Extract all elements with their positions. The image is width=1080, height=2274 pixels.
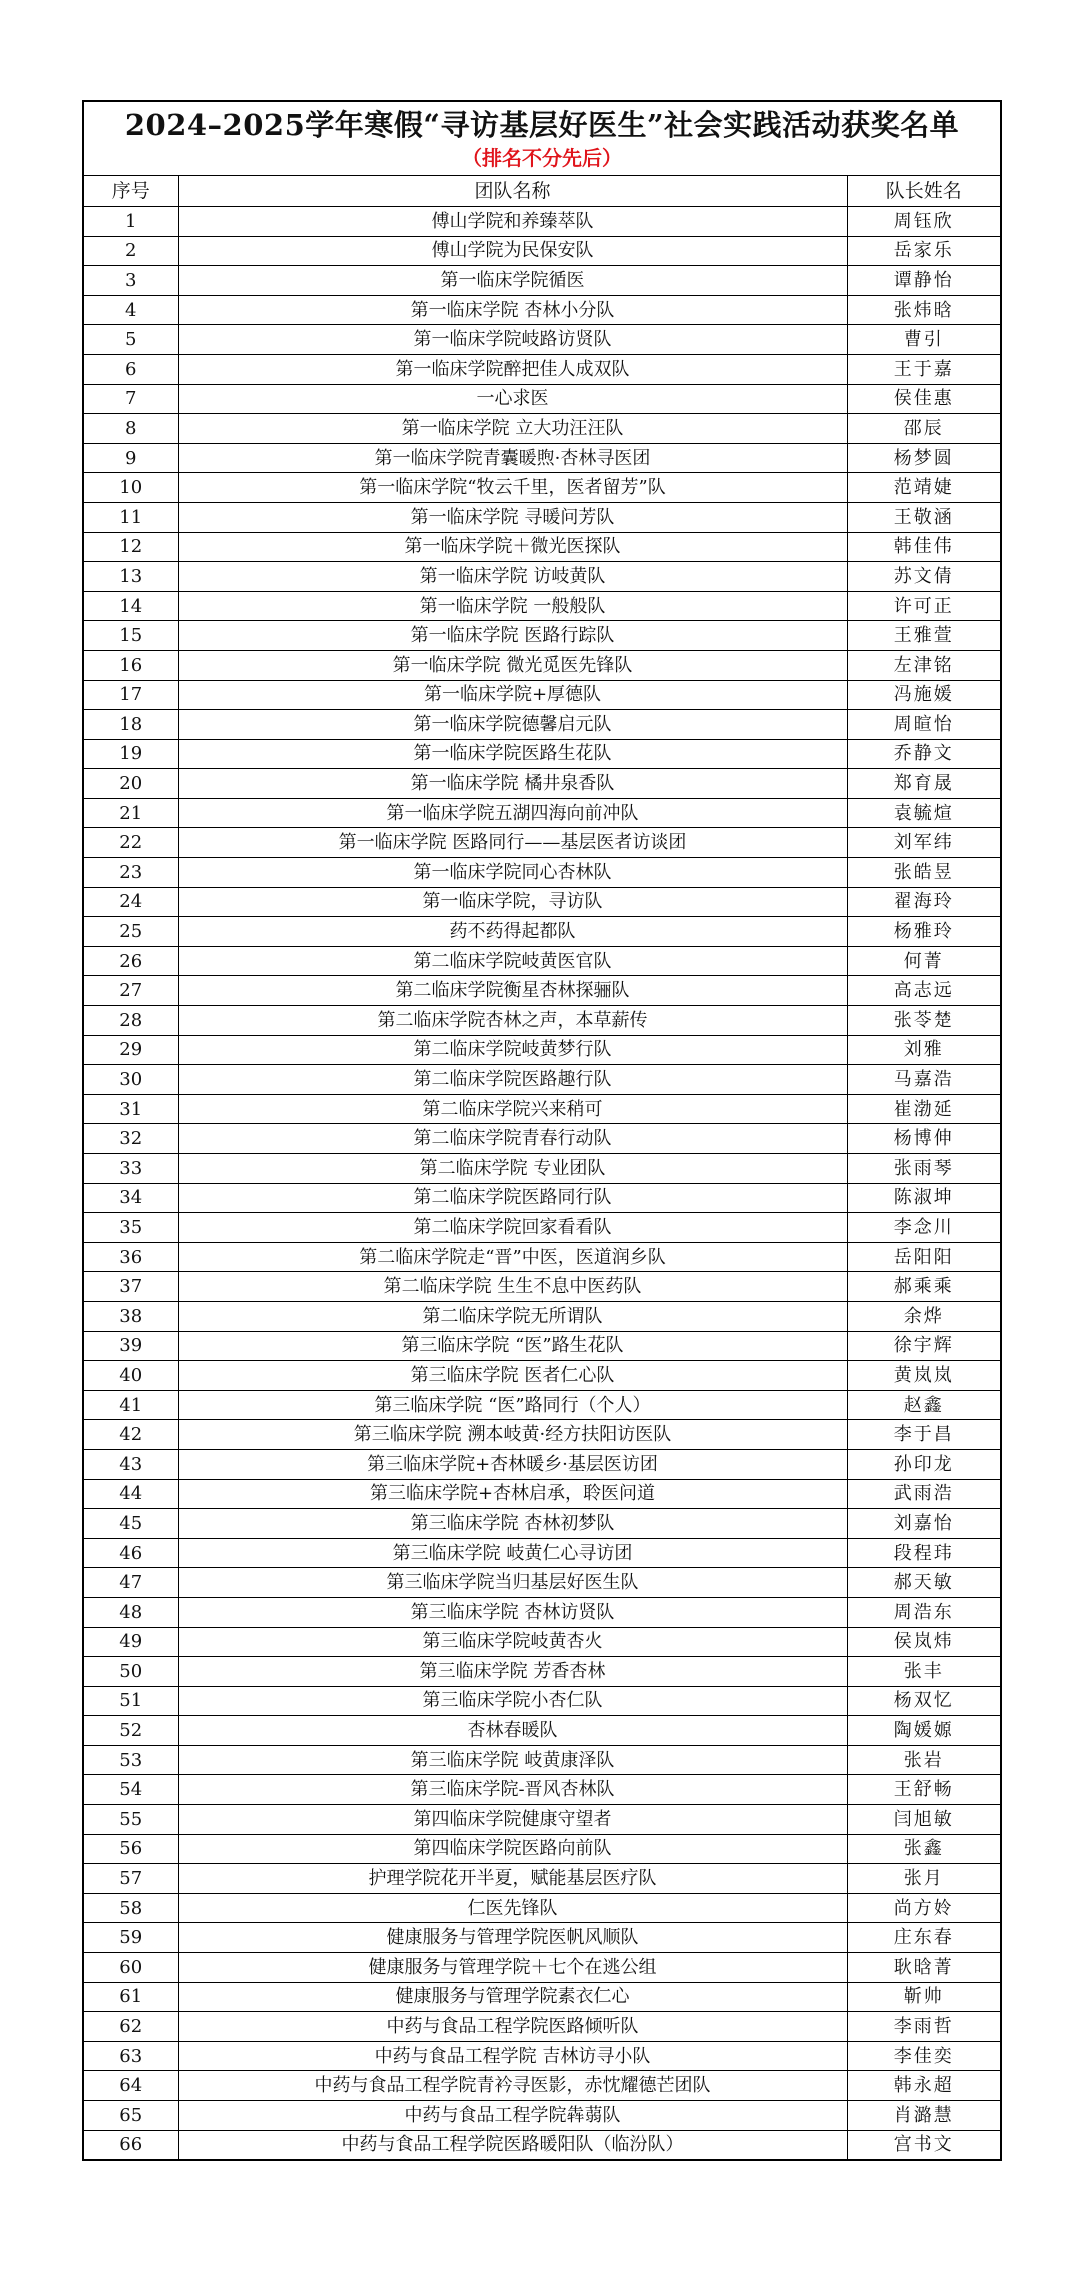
table-row	[84, 295, 1000, 325]
team-name-cell: 第二临床学院衡星杏林探骊队	[178, 976, 847, 1006]
team-name-cell: 第二临床学院回家看看队	[178, 1213, 847, 1243]
leader-name-cell: 徐宇辉	[847, 1331, 1000, 1361]
table-row	[84, 739, 1000, 769]
leader-name-cell: 黄岚岚	[847, 1361, 1000, 1391]
table-row	[84, 976, 1000, 1006]
leader-name-cell: 杨双忆	[847, 1686, 1000, 1716]
row-number-cell: 46	[84, 1538, 178, 1568]
team-name-cell: 第二临床学院医路趣行队	[178, 1065, 847, 1095]
leader-name-cell: 马嘉浩	[847, 1065, 1000, 1095]
leader-name-cell: 邵辰	[847, 414, 1000, 444]
table-row	[84, 414, 1000, 444]
team-name-cell: 第三临床学院 医者仁心队	[178, 1361, 847, 1391]
row-number-cell: 11	[84, 502, 178, 532]
leader-name-cell: 肖潞慧	[847, 2101, 1000, 2131]
header-team: 团队名称	[178, 176, 847, 207]
leader-name-cell: 周暄怡	[847, 710, 1000, 740]
table-row	[84, 532, 1000, 562]
team-name-cell: 第三临床学院+杏林暖乡·基层医访团	[178, 1449, 847, 1479]
page-title: 2024–2025学年寒假“寻访基层好医生”社会实践活动获奖名单	[124, 108, 960, 142]
table-row	[84, 266, 1000, 296]
team-name-cell: 第一临床学院 医路行踪队	[178, 621, 847, 651]
row-number-cell: 53	[84, 1745, 178, 1775]
team-name-cell: 傅山学院和养臻萃队	[178, 207, 847, 237]
team-name-cell: 第三临床学院 岐黄康泽队	[178, 1745, 847, 1775]
team-name-cell: 第二临床学院 专业团队	[178, 1154, 847, 1184]
leader-name-cell: 冯施媛	[847, 680, 1000, 710]
table-row	[84, 710, 1000, 740]
team-name-cell: 第三临床学院 芳香杏林	[178, 1657, 847, 1687]
leader-name-cell: 周钰欣	[847, 207, 1000, 237]
row-number-cell: 28	[84, 1006, 178, 1036]
team-name-cell: 第一临床学院 橘井泉香队	[178, 769, 847, 799]
leader-name-cell: 高志远	[847, 976, 1000, 1006]
table-row	[84, 591, 1000, 621]
row-number-cell: 54	[84, 1775, 178, 1805]
team-name-cell: 第二临床学院青春行动队	[178, 1124, 847, 1154]
team-name-cell: 第三临床学院岐黄杏火	[178, 1627, 847, 1657]
leader-name-cell: 陈淑坤	[847, 1183, 1000, 1213]
table-row	[84, 680, 1000, 710]
row-number-cell: 62	[84, 2012, 178, 2042]
table-row	[84, 1065, 1000, 1095]
leader-name-cell: 郑育晟	[847, 769, 1000, 799]
table-row	[84, 1509, 1000, 1539]
team-name-cell: 第二临床学院走“晋”中医，医道润乡队	[178, 1242, 847, 1272]
team-name-cell: 中药与食品工程学院青衿寻医影，赤忱耀德芒团队	[178, 2071, 847, 2101]
table-row	[84, 2101, 1000, 2131]
row-number-cell: 5	[84, 325, 178, 355]
leader-name-cell: 王于嘉	[847, 354, 1000, 384]
row-number-cell: 63	[84, 2041, 178, 2071]
row-number-cell: 12	[84, 532, 178, 562]
team-name-cell: 第一临床学院德馨启元队	[178, 710, 847, 740]
team-name-cell: 第一临床学院循医	[178, 266, 847, 296]
row-number-cell: 61	[84, 1982, 178, 2012]
table-row	[84, 1094, 1000, 1124]
leader-name-cell: 陶媛嫄	[847, 1716, 1000, 1746]
team-name-cell: 第三临床学院当归基层好医生队	[178, 1568, 847, 1598]
row-number-cell: 29	[84, 1035, 178, 1065]
table-row	[84, 858, 1000, 888]
row-number-cell: 22	[84, 828, 178, 858]
team-name-cell: 中药与食品工程学院医路暖阳队（临汾队）	[178, 2130, 847, 2159]
table-row	[84, 2012, 1000, 2042]
table-row	[84, 1449, 1000, 1479]
leader-name-cell: 韩佳伟	[847, 532, 1000, 562]
team-name-cell: 第一临床学院同心杏林队	[178, 858, 847, 888]
table-row	[84, 502, 1000, 532]
table-row	[84, 1272, 1000, 1302]
row-number-cell: 31	[84, 1094, 178, 1124]
table-row	[84, 946, 1000, 976]
team-name-cell: 第一临床学院 杏林小分队	[178, 295, 847, 325]
leader-name-cell: 韩永超	[847, 2071, 1000, 2101]
row-number-cell: 15	[84, 621, 178, 651]
leader-name-cell: 张岩	[847, 1745, 1000, 1775]
table-row	[84, 1213, 1000, 1243]
row-number-cell: 59	[84, 1923, 178, 1953]
table-row	[84, 384, 1000, 414]
leader-name-cell: 张月	[847, 1864, 1000, 1894]
header-leader: 队长姓名	[847, 176, 1000, 207]
team-name-cell: 第三临床学院+杏林启承，聆医问道	[178, 1479, 847, 1509]
leader-name-cell: 赵鑫	[847, 1390, 1000, 1420]
table-header-row	[84, 176, 1000, 207]
table-row	[84, 1331, 1000, 1361]
leader-name-cell: 何菁	[847, 946, 1000, 976]
table-row	[84, 1805, 1000, 1835]
team-name-cell: 一心求医	[178, 384, 847, 414]
leader-name-cell: 王舒畅	[847, 1775, 1000, 1805]
table-row	[84, 798, 1000, 828]
team-name-cell: 第一临床学院 一般般队	[178, 591, 847, 621]
leader-name-cell: 耿晗菁	[847, 1953, 1000, 1983]
row-number-cell: 26	[84, 946, 178, 976]
team-name-cell: 第三临床学院小杏仁队	[178, 1686, 847, 1716]
leader-name-cell: 张皓昱	[847, 858, 1000, 888]
row-number-cell: 44	[84, 1479, 178, 1509]
leader-name-cell: 郝乘乘	[847, 1272, 1000, 1302]
table-row	[84, 621, 1000, 651]
row-number-cell: 2	[84, 236, 178, 266]
row-number-cell: 9	[84, 443, 178, 473]
row-number-cell: 52	[84, 1716, 178, 1746]
team-name-cell: 第四临床学院医路向前队	[178, 1834, 847, 1864]
team-name-cell: 第一临床学院+厚德队	[178, 680, 847, 710]
leader-name-cell: 侯岚炜	[847, 1627, 1000, 1657]
table-row	[84, 354, 1000, 384]
table-row	[84, 1242, 1000, 1272]
team-name-cell: 第三临床学院 溯本岐黄·经方扶阳访医队	[178, 1420, 847, 1450]
table-row	[84, 1597, 1000, 1627]
table-row	[84, 1775, 1000, 1805]
table-row	[84, 2041, 1000, 2071]
team-name-cell: 第一临床学院 医路同行——基层医者访谈团	[178, 828, 847, 858]
row-number-cell: 17	[84, 680, 178, 710]
table-row	[84, 828, 1000, 858]
team-name-cell: 第一临床学院 立大功汪汪队	[178, 414, 847, 444]
leader-name-cell: 杨梦圆	[847, 443, 1000, 473]
team-name-cell: 健康服务与管理学院＋七个在逃公组	[178, 1953, 847, 1983]
leader-name-cell: 岳家乐	[847, 236, 1000, 266]
team-name-cell: 第一临床学院“牧云千里，医者留芳”队	[178, 473, 847, 503]
table-row	[84, 1657, 1000, 1687]
leader-name-cell: 李念川	[847, 1213, 1000, 1243]
table-row	[84, 1035, 1000, 1065]
leader-name-cell: 杨雅玲	[847, 917, 1000, 947]
team-name-cell: 第一临床学院 访岐黄队	[178, 562, 847, 592]
leader-name-cell: 宫书文	[847, 2130, 1000, 2159]
row-number-cell: 57	[84, 1864, 178, 1894]
leader-name-cell: 张丰	[847, 1657, 1000, 1687]
table-row	[84, 325, 1000, 355]
table-row	[84, 1301, 1000, 1331]
leader-name-cell: 余烨	[847, 1301, 1000, 1331]
row-number-cell: 41	[84, 1390, 178, 1420]
leader-name-cell: 曹引	[847, 325, 1000, 355]
row-number-cell: 14	[84, 591, 178, 621]
leader-name-cell: 杨博伸	[847, 1124, 1000, 1154]
leader-name-cell: 王雅萱	[847, 621, 1000, 651]
row-number-cell: 58	[84, 1893, 178, 1923]
team-name-cell: 第二临床学院医路同行队	[178, 1183, 847, 1213]
row-number-cell: 1	[84, 207, 178, 237]
row-number-cell: 7	[84, 384, 178, 414]
title-block	[84, 102, 1000, 176]
row-number-cell: 4	[84, 295, 178, 325]
team-name-cell: 第一临床学院五湖四海向前冲队	[178, 798, 847, 828]
team-name-cell: 第一临床学院青囊暖煦·杏林寻医团	[178, 443, 847, 473]
leader-name-cell: 李佳奕	[847, 2041, 1000, 2071]
row-number-cell: 13	[84, 562, 178, 592]
table-row	[84, 769, 1000, 799]
row-number-cell: 37	[84, 1272, 178, 1302]
team-name-cell: 第二临床学院无所谓队	[178, 1301, 847, 1331]
team-name-cell: 中药与食品工程学院医路倾听队	[178, 2012, 847, 2042]
leader-name-cell: 周浩东	[847, 1597, 1000, 1627]
table-row	[84, 236, 1000, 266]
row-number-cell: 16	[84, 650, 178, 680]
row-number-cell: 38	[84, 1301, 178, 1331]
leader-name-cell: 岳阳阳	[847, 1242, 1000, 1272]
table-row	[84, 1006, 1000, 1036]
table-row	[84, 207, 1000, 237]
row-number-cell: 51	[84, 1686, 178, 1716]
leader-name-cell: 张炜晗	[847, 295, 1000, 325]
row-number-cell: 3	[84, 266, 178, 296]
row-number-cell: 65	[84, 2101, 178, 2131]
team-name-cell: 第二临床学院 生生不息中医药队	[178, 1272, 847, 1302]
table-row	[84, 1745, 1000, 1775]
row-number-cell: 64	[84, 2071, 178, 2101]
row-number-cell: 20	[84, 769, 178, 799]
team-name-cell: 第三临床学院-晋风杏林队	[178, 1775, 847, 1805]
row-number-cell: 8	[84, 414, 178, 444]
leader-name-cell: 李于昌	[847, 1420, 1000, 1450]
row-number-cell: 33	[84, 1154, 178, 1184]
table-row	[84, 1390, 1000, 1420]
team-name-cell: 中药与食品工程学院犇蒻队	[178, 2101, 847, 2131]
row-number-cell: 50	[84, 1657, 178, 1687]
row-number-cell: 19	[84, 739, 178, 769]
table-row	[84, 1361, 1000, 1391]
team-name-cell: 仁医先锋队	[178, 1893, 847, 1923]
team-name-cell: 健康服务与管理学院素衣仁心	[178, 1982, 847, 2012]
table-row	[84, 1183, 1000, 1213]
row-number-cell: 56	[84, 1834, 178, 1864]
team-name-cell: 第一临床学院 寻暖问芳队	[178, 502, 847, 532]
leader-name-cell: 段程玮	[847, 1538, 1000, 1568]
row-number-cell: 66	[84, 2130, 178, 2159]
row-number-cell: 10	[84, 473, 178, 503]
team-name-cell: 护理学院花开半夏，赋能基层医疗队	[178, 1864, 847, 1894]
leader-name-cell: 孙印龙	[847, 1449, 1000, 1479]
award-table	[84, 176, 1000, 2159]
team-name-cell: 中药与食品工程学院 吉林访寻小队	[178, 2041, 847, 2071]
team-name-cell: 杏林春暖队	[178, 1716, 847, 1746]
team-name-cell: 第三临床学院 岐黄仁心寻访团	[178, 1538, 847, 1568]
leader-name-cell: 刘嘉怡	[847, 1509, 1000, 1539]
table-row	[84, 887, 1000, 917]
team-name-cell: 第三临床学院 杏林初梦队	[178, 1509, 847, 1539]
table-row	[84, 2130, 1000, 2159]
table-row	[84, 1627, 1000, 1657]
row-number-cell: 47	[84, 1568, 178, 1598]
leader-name-cell: 苏文倩	[847, 562, 1000, 592]
team-name-cell: 健康服务与管理学院医帆风顺队	[178, 1923, 847, 1953]
table-row	[84, 1420, 1000, 1450]
table-row	[84, 1686, 1000, 1716]
leader-name-cell: 李雨哲	[847, 2012, 1000, 2042]
row-number-cell: 39	[84, 1331, 178, 1361]
leader-name-cell: 刘军纬	[847, 828, 1000, 858]
table-row	[84, 1834, 1000, 1864]
team-name-cell: 傅山学院为民保安队	[178, 236, 847, 266]
leader-name-cell: 闫旭敏	[847, 1805, 1000, 1835]
leader-name-cell: 侯佳惠	[847, 384, 1000, 414]
row-number-cell: 18	[84, 710, 178, 740]
row-number-cell: 45	[84, 1509, 178, 1539]
team-name-cell: 第二临床学院兴来稍可	[178, 1094, 847, 1124]
leader-name-cell: 郝天敏	[847, 1568, 1000, 1598]
row-number-cell: 40	[84, 1361, 178, 1391]
leader-name-cell: 王敬涵	[847, 502, 1000, 532]
table-row	[84, 1982, 1000, 2012]
table-row	[84, 1538, 1000, 1568]
table-row	[84, 1716, 1000, 1746]
row-number-cell: 6	[84, 354, 178, 384]
leader-name-cell: 尚方姈	[847, 1893, 1000, 1923]
award-list-sheet	[82, 100, 1002, 2161]
row-number-cell: 48	[84, 1597, 178, 1627]
leader-name-cell: 张苓楚	[847, 1006, 1000, 1036]
row-number-cell: 30	[84, 1065, 178, 1095]
table-row	[84, 1893, 1000, 1923]
leader-name-cell: 靳帅	[847, 1982, 1000, 2012]
team-name-cell: 第二临床学院岐黄梦行队	[178, 1035, 847, 1065]
row-number-cell: 36	[84, 1242, 178, 1272]
table-row	[84, 1864, 1000, 1894]
team-name-cell: 第一临床学院醉把佳人成双队	[178, 354, 847, 384]
header-seq: 序号	[84, 176, 178, 207]
row-number-cell: 35	[84, 1213, 178, 1243]
table-row	[84, 562, 1000, 592]
row-number-cell: 27	[84, 976, 178, 1006]
table-row	[84, 2071, 1000, 2101]
team-name-cell: 第三临床学院 “医”路同行（个人）	[178, 1390, 847, 1420]
leader-name-cell: 左津铭	[847, 650, 1000, 680]
team-name-cell: 第一临床学院 微光觅医先锋队	[178, 650, 847, 680]
leader-name-cell: 张雨琴	[847, 1154, 1000, 1184]
page-subtitle: （排名不分先后）	[462, 146, 622, 170]
leader-name-cell: 袁毓煊	[847, 798, 1000, 828]
team-name-cell: 第二临床学院岐黄医官队	[178, 946, 847, 976]
team-name-cell: 第一临床学院＋微光医探队	[178, 532, 847, 562]
row-number-cell: 21	[84, 798, 178, 828]
team-name-cell: 第二临床学院杏林之声，本草薪传	[178, 1006, 847, 1036]
row-number-cell: 60	[84, 1953, 178, 1983]
row-number-cell: 24	[84, 887, 178, 917]
team-name-cell: 第一临床学院医路生花队	[178, 739, 847, 769]
row-number-cell: 43	[84, 1449, 178, 1479]
team-name-cell: 第四临床学院健康守望者	[178, 1805, 847, 1835]
table-row	[84, 443, 1000, 473]
leader-name-cell: 翟海玲	[847, 887, 1000, 917]
leader-name-cell: 崔渤延	[847, 1094, 1000, 1124]
team-name-cell: 第一临床学院岐路访贤队	[178, 325, 847, 355]
leader-name-cell: 庄东春	[847, 1923, 1000, 1953]
table-row	[84, 473, 1000, 503]
row-number-cell: 55	[84, 1805, 178, 1835]
team-name-cell: 第三临床学院 “医”路生花队	[178, 1331, 847, 1361]
row-number-cell: 34	[84, 1183, 178, 1213]
row-number-cell: 42	[84, 1420, 178, 1450]
row-number-cell: 25	[84, 917, 178, 947]
table-row	[84, 1568, 1000, 1598]
team-name-cell: 第三临床学院 杏林访贤队	[178, 1597, 847, 1627]
table-row	[84, 1124, 1000, 1154]
table-row	[84, 1154, 1000, 1184]
table-row	[84, 917, 1000, 947]
leader-name-cell: 谭静怡	[847, 266, 1000, 296]
leader-name-cell: 范靖婕	[847, 473, 1000, 503]
leader-name-cell: 许可正	[847, 591, 1000, 621]
team-name-cell: 第一临床学院，寻访队	[178, 887, 847, 917]
row-number-cell: 49	[84, 1627, 178, 1657]
table-row	[84, 1923, 1000, 1953]
row-number-cell: 32	[84, 1124, 178, 1154]
leader-name-cell: 武雨浩	[847, 1479, 1000, 1509]
table-row	[84, 650, 1000, 680]
row-number-cell: 23	[84, 858, 178, 888]
leader-name-cell: 乔静文	[847, 739, 1000, 769]
table-row	[84, 1479, 1000, 1509]
leader-name-cell: 刘雅	[847, 1035, 1000, 1065]
team-name-cell: 药不药得起都队	[178, 917, 847, 947]
table-row	[84, 1953, 1000, 1983]
leader-name-cell: 张鑫	[847, 1834, 1000, 1864]
